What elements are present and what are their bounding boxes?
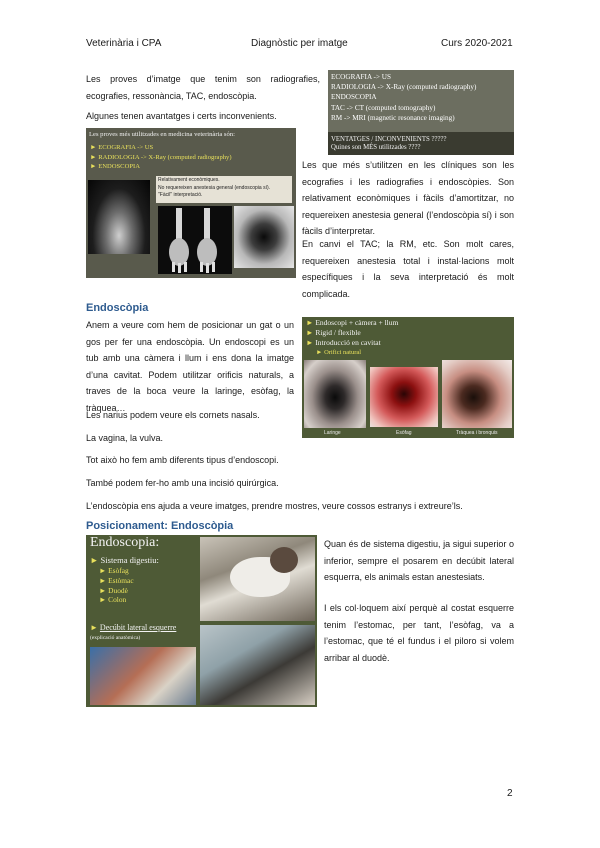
positioning-paragraph-1: Quan és de sistema digestiu, ja sigui superior o inferior, sempre el posarem en decúbit lateral esquerra, els animals estan anestesiats. xyxy=(324,539,514,582)
slide-note-box xyxy=(156,176,292,203)
slide-list-item: ► Decúbit lateral esquerre xyxy=(90,623,177,632)
slide-line: ECOGRAFIA -> US xyxy=(331,73,391,81)
endoscopy-paragraph-4: Tot això ho fem amb diferents tipus d’endoscopi. xyxy=(86,455,279,465)
dog-on-table-photo xyxy=(200,537,315,621)
trachea-bronchi-image xyxy=(442,360,512,428)
endoscopy-paragraph-3: La vagina, la vulva. xyxy=(86,433,164,443)
section-heading-positioning: Posicionament: Endoscòpia xyxy=(86,520,234,532)
slide-image-digestive-positioning xyxy=(86,535,317,707)
slide-list xyxy=(90,555,159,605)
slide-list xyxy=(90,143,232,172)
endoscope-insertion-photo xyxy=(90,647,196,705)
intro-paragraph-3: Les que més s’utilitzen en les clíniques son les ecografies i les radiografies i endoscòpies. Son relativament econòmiques i fàcils d’amortitzar, no requereixen anestesia general (l’endoscòpia sí) i son fàcils d’interpretar. xyxy=(302,160,514,236)
endoscopy-paragraph-1: Anem a veure com hem de posicionar un gat o un gos per fer una endoscòpia. Un endoscopi es un tub amb una càmera i llum i ens dona la imatge d’una cavitat. Podem utilitzar orificis naturals, a traves de la boca veure la laringe, esòfag, la tràquea… xyxy=(86,320,294,413)
header-academic-year: Curs 2020-2021 xyxy=(441,38,513,49)
slide-title: Les proves més utilitzades en medicina veterinària són: xyxy=(89,131,235,138)
slide-list-item-decubitus xyxy=(90,623,176,643)
page-number: 2 xyxy=(507,788,513,799)
slide-list-item: ► ECOGRAFIA -> US xyxy=(90,144,154,151)
slide-line: TAC -> CT (computed tomography) xyxy=(331,103,436,112)
slide-list-subitem: ► Colon xyxy=(99,595,127,605)
header-subject: Diagnòstic per imatge xyxy=(251,38,348,49)
slide-line: ENDOSCOPIA xyxy=(331,93,377,102)
ultrasound-image xyxy=(88,180,150,254)
slide-list-subitem: ► Estòmac xyxy=(99,575,134,585)
slide-list-item: ► RADIOLOGIA -> X-Ray (computed radiography) xyxy=(90,153,232,161)
slide-list-subitems xyxy=(90,566,159,605)
caption-trachea-bronchi: Tràquea i bronquis xyxy=(456,430,498,436)
intro-paragraph-1: Les proves d’imatge que tenim son radiografies, ecografies, ressonància, TAC, endoscòpia. xyxy=(86,74,320,101)
slide-list-item: ► Rigid / flexible xyxy=(306,328,361,337)
slide-list-subitem: ► Duodè xyxy=(99,585,128,595)
slide-list-subitem: ► Orifici natural xyxy=(316,349,362,356)
endoscopy-paragraph-6: L’endoscòpia ens ajuda a veure imatges, prendre mostres, veure cossos estranys i extreure’ls. xyxy=(86,501,463,511)
slide-image-most-used xyxy=(86,128,296,278)
endoscopy-paragraph-2: Les narius podem veure els cornets nasals. xyxy=(86,410,260,420)
slide-list-note: (explicació anatòmica) xyxy=(90,635,141,641)
slide-footer-line-1: VENTATGES / INCONVENIENTS ????? xyxy=(331,136,447,143)
xray-image xyxy=(158,206,232,274)
slide-footer-line-2: Quines son MÉS utilitzades ???? xyxy=(331,144,421,151)
slide-list xyxy=(306,318,398,358)
slide-modalities-list xyxy=(331,72,476,123)
caption-esophagus: Esòfag xyxy=(396,430,412,436)
note-line: "Fàcil" interpretació. xyxy=(158,192,203,198)
slide-list-item: ► ENDOSCOPIA xyxy=(90,163,140,170)
section-heading-endoscopy: Endoscòpia xyxy=(86,302,149,314)
caption-larynx: Laringe xyxy=(324,430,341,436)
positioning-paragraph-2: I els col·loquem així perquè al costat esquerre tenim l’estomac, per tant, l’esòfag, va a l’estomac, que té el fundus i el piloro si volem arribar al duodè. xyxy=(324,603,514,663)
header-course-name: Veterinària i CPA xyxy=(86,38,162,49)
note-line: Relativament econòmiques. xyxy=(158,177,220,183)
dog-head-shape xyxy=(270,547,298,573)
endoscopy-paragraph-5: També podem fer-ho amb una incisió quirúrgica. xyxy=(86,478,279,488)
slide-list-item: ► Introducció en cavitat xyxy=(306,338,381,347)
procedure-photo xyxy=(200,625,315,705)
slide-title: Endoscopia: xyxy=(90,535,160,550)
slide-line: RADIOLOGIA -> X-Ray (computed radiography) xyxy=(331,83,477,92)
xray-paws-icon xyxy=(158,206,232,274)
slide-line: RM -> MRI (magnetic resonance imaging) xyxy=(331,113,455,122)
intro-paragraph-4: En canvi el TAC; la RM, etc. Son molt cares, requereixen anestesia total i instal·lacions molt específiques i la seva interpretació és molt complicada. xyxy=(302,239,514,299)
slide-list-subitem: ► Esòfag xyxy=(99,566,129,575)
endoscopy-image xyxy=(234,206,294,268)
slide-list-item: ► Endoscopi + càmera + llum xyxy=(306,318,399,327)
slide-list-item: ► Sistema digestiu: xyxy=(90,555,159,565)
note-line: No requereixen anestesia general (endoscopia sí). xyxy=(158,184,271,191)
intro-paragraph-2: Algunes tenen avantatges i certs inconvenients. xyxy=(86,111,277,121)
slide-footer xyxy=(331,136,447,152)
slide-image-modalities xyxy=(328,70,514,155)
